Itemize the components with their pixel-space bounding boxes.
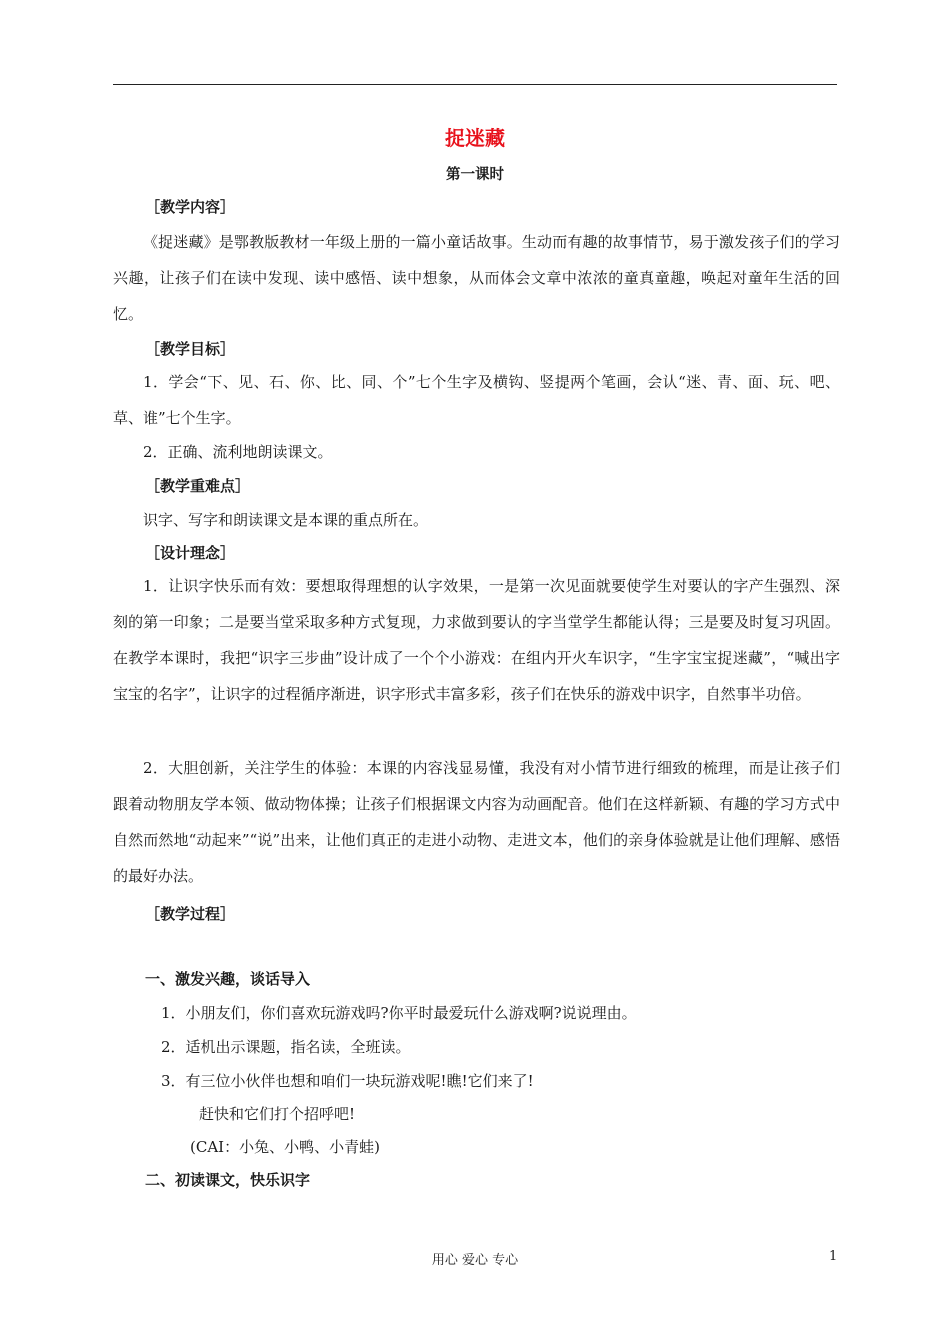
document-title: 捉迷藏 <box>445 126 505 150</box>
step-1-sub-line-1: 赶快和它们打个招呼吧! <box>199 1105 356 1123</box>
section-heading-process: ［教学过程］ <box>145 905 236 923</box>
section-heading-key-points: ［教学重难点］ <box>145 477 251 495</box>
content-paragraph: 《捉迷藏》是鄂教版教材一年级上册的一篇小童话故事。生动而有趣的故事情节，易于激发孩子们的学习兴趣，让孩子们在读中发现、读中感悟、读中想象，从而体会文章中浓浓的童真童趣，唤起对童年生活的回忆。 <box>113 233 840 323</box>
step-1-heading: 一、激发兴趣，谈话导入 <box>145 970 311 988</box>
document-subtitle: 第一课时 <box>446 167 504 183</box>
goal-item-2: 2．正确、流利地朗读课文。 <box>143 443 333 461</box>
design-item-2: 2．大胆创新，关注学生的体验：本课的内容浅显易懂，我没有对小情节进行细致的梳理，而是让孩子们跟着动物朋友学本领、做动物体操；让孩子们根据课文内容为动画配音。他们在这样新颖、有趣的学习方式中自然而然地“动起来”“说”出来，让他们真正的走进小动物、走进文本，他们的亲身体验就是让他们理解、感悟的最好办法。 <box>113 759 840 885</box>
section-heading-goals: ［教学目标］ <box>145 340 236 358</box>
step-2-heading: 二、初读课文，快乐识字 <box>145 1171 311 1189</box>
footer-motto: 用心 爱心 专心 <box>431 1253 519 1268</box>
design-item-1: 1．让识字快乐而有效：要想取得理想的认字效果，一是第一次见面就要使学生对要认的字产生强烈、深刻的第一印象；二是要当堂采取多种方式复现，力求做到要认的字当堂学生都能认得；三是要及时复习巩固。在教学本课时，我把“识字三步曲”设计成了一个个小游戏：在组内开火车识字，“生字宝宝捉迷藏”，“喊出字宝宝的名字”，让识字的过程循序渐进，识字形式丰富多彩，孩子们在快乐的游戏中识字，自然事半功倍。 <box>113 577 840 703</box>
header-rule <box>113 84 837 85</box>
step-1-item-2: 2．适机出示课题，指名读，全班读。 <box>161 1038 411 1056</box>
section-heading-design: ［设计理念］ <box>145 544 236 562</box>
key-points-paragraph: 识字、写字和朗读课文是本课的重点所在。 <box>143 511 429 529</box>
step-1-sub-line-2: (CAI：小兔、小鸭、小青蛙) <box>190 1138 380 1156</box>
section-heading-content: ［教学内容］ <box>145 198 236 216</box>
step-1-item-3: 3．有三位小伙伴也想和咱们一块玩游戏呢!瞧!它们来了! <box>161 1072 534 1090</box>
page-number: 1 <box>829 1249 838 1264</box>
goal-item-1: 1．学会“下、见、石、你、比、同、个”七个生字及横钩、竖提两个笔画，会认“迷、青、面、玩、吧、草、谁”七个生字。 <box>113 373 840 427</box>
step-1-item-1: 1．小朋友们，你们喜欢玩游戏吗?你平时最爱玩什么游戏啊?说说理由。 <box>161 1004 637 1022</box>
